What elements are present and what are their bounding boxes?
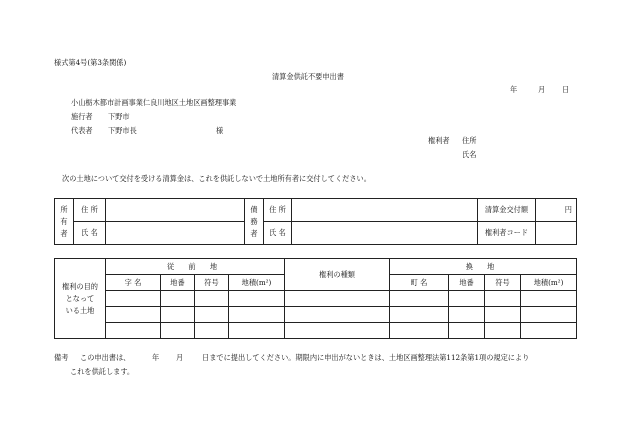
table-cell[interactable]	[161, 307, 195, 323]
debtor-char-1: 債	[250, 204, 258, 214]
date-month: 月	[538, 85, 546, 94]
owner-address-label: 住 所	[74, 199, 106, 222]
prior-col-lot: 地番	[161, 275, 195, 291]
prior-land-header: 従 前 地	[106, 259, 285, 275]
rights-holder-name-label: 氏名	[462, 150, 477, 159]
land-table	[54, 258, 577, 339]
owner-char-2: 有	[60, 216, 68, 226]
rights-type-header: 権利の種類	[285, 259, 390, 291]
table-cell[interactable]	[161, 323, 195, 339]
table-cell[interactable]	[485, 291, 521, 307]
form-number: 様式第4号(第3条関係)	[54, 58, 127, 67]
replot-col-lot: 地番	[449, 275, 485, 291]
owner-char-3: 者	[60, 228, 68, 238]
prior-col-aza: 字 名	[106, 275, 161, 291]
note-text-a: この申出書は、	[80, 353, 131, 362]
representative-value: 下野市長	[108, 126, 137, 135]
representative-label: 代表者	[71, 126, 93, 135]
owner-char-1: 所	[60, 204, 68, 214]
amount-label: 清算金交付額	[478, 199, 536, 222]
owner-header	[55, 199, 74, 245]
addressee: 小山栃木都市計画事業仁良川地区土地区画整理事業	[71, 98, 237, 107]
debtor-char-2: 務	[250, 216, 258, 226]
note-label: 備考	[54, 353, 69, 362]
table-cell[interactable]	[390, 307, 449, 323]
table-row	[55, 323, 577, 339]
debtor-address-label: 住 所	[264, 199, 292, 222]
replot-land-header: 換 地	[390, 259, 577, 275]
table-row	[55, 307, 577, 323]
rights-holder-address-label: 住所	[462, 136, 477, 145]
rights-code-label: 権利者コード	[478, 222, 536, 245]
table-cell[interactable]	[449, 323, 485, 339]
table-cell[interactable]	[285, 323, 390, 339]
table-cell[interactable]	[449, 291, 485, 307]
table-cell[interactable]	[229, 307, 285, 323]
table-cell[interactable]	[521, 323, 577, 339]
table-cell[interactable]	[195, 291, 229, 307]
table-cell[interactable]	[229, 291, 285, 307]
date-year: 年	[510, 85, 518, 94]
prior-col-area: 地積(m²)	[229, 275, 285, 291]
owner-name-field[interactable]	[106, 222, 245, 245]
owner-table	[54, 198, 577, 245]
table-cell[interactable]	[521, 291, 577, 307]
debtor-name-label: 氏 名	[264, 222, 292, 245]
executor-label: 施行者	[71, 112, 93, 121]
land-header-line-3: いる土地	[65, 305, 95, 315]
replot-col-code: 符号	[485, 275, 521, 291]
replot-col-town: 町 名	[390, 275, 449, 291]
owner-name-label: 氏 名	[74, 222, 106, 245]
note-year: 年	[152, 353, 160, 362]
table-cell[interactable]	[285, 291, 390, 307]
note-month: 月	[176, 353, 184, 362]
table-cell[interactable]	[195, 323, 229, 339]
table-cell[interactable]	[229, 323, 285, 339]
table-row	[55, 291, 577, 307]
amount-unit: 円	[564, 205, 572, 214]
document-title: 清算金供託不要申出書	[272, 72, 344, 81]
note-text-b: 日までに提出してください。期限内に申出がないときは、土地区画整理法第112条第1項の規定により	[202, 353, 530, 362]
table-cell[interactable]	[285, 307, 390, 323]
table-cell[interactable]	[106, 307, 161, 323]
owner-address-field[interactable]	[106, 199, 245, 222]
debtor-char-3: 者	[250, 228, 258, 238]
table-cell[interactable]	[485, 307, 521, 323]
land-header	[55, 259, 106, 339]
rights-code-field[interactable]	[536, 222, 577, 245]
rights-holder-label: 権利者	[428, 136, 450, 145]
land-header-line-1: 権利の目的	[62, 281, 98, 291]
table-cell[interactable]	[106, 323, 161, 339]
amount-field[interactable]	[536, 199, 577, 222]
prior-col-code: 符号	[195, 275, 229, 291]
table-cell[interactable]	[521, 307, 577, 323]
honorific: 様	[216, 126, 224, 135]
debtor-name-field[interactable]	[292, 222, 478, 245]
table-cell[interactable]	[106, 291, 161, 307]
debtor-address-field[interactable]	[292, 199, 478, 222]
executor-value: 下野市	[108, 112, 130, 121]
debtor-header	[245, 199, 264, 245]
note-text-line-2: これを供託します。	[70, 367, 135, 376]
date-day: 日	[562, 85, 570, 94]
land-header-line-2: となって	[65, 293, 95, 303]
replot-col-area: 地積(m²)	[521, 275, 577, 291]
table-cell[interactable]	[390, 291, 449, 307]
table-cell[interactable]	[449, 307, 485, 323]
table-cell[interactable]	[390, 323, 449, 339]
intro-text: 次の土地について交付を受ける清算金は、これを供託しないで土地所有者に交付してください。	[62, 174, 371, 183]
table-cell[interactable]	[161, 291, 195, 307]
table-cell[interactable]	[195, 307, 229, 323]
table-cell[interactable]	[485, 323, 521, 339]
